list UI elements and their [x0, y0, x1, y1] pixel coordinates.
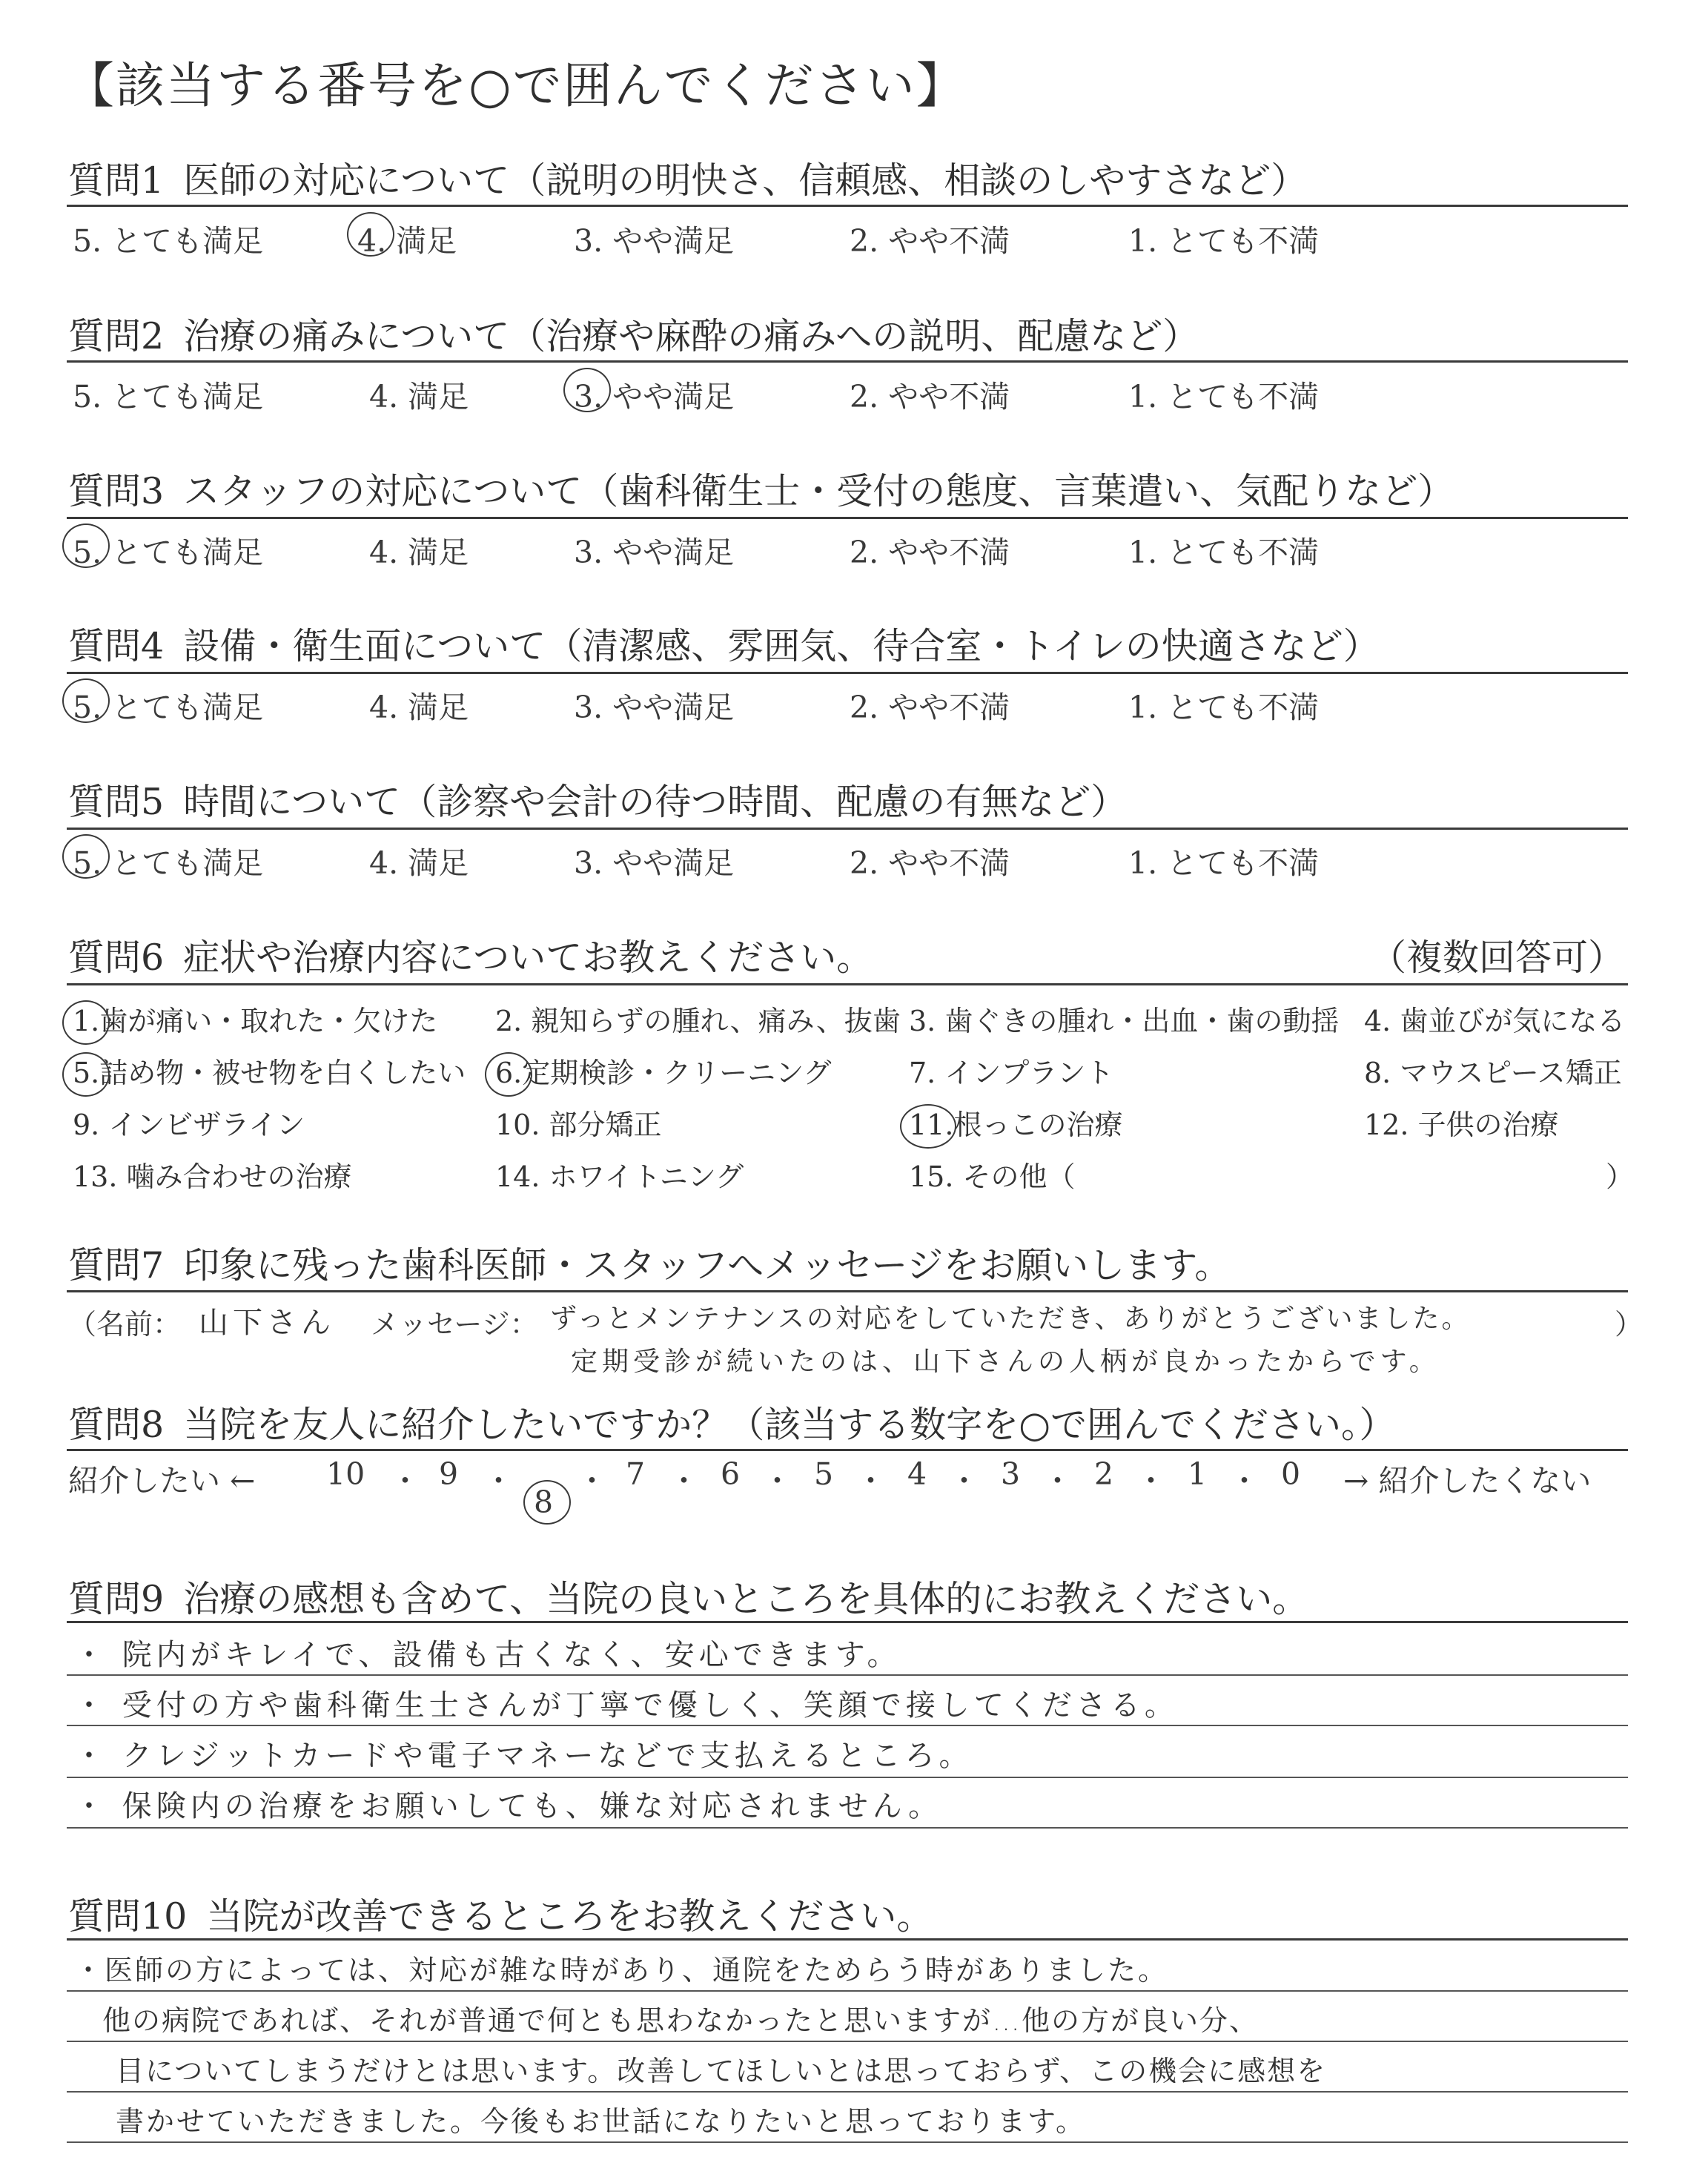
q2-option-5[interactable]: 5. とても満足	[73, 379, 264, 415]
q3-option-1[interactable]: 1. とても不満	[1128, 535, 1320, 570]
q6-item-12[interactable]: 12. 子供の治療	[1364, 1109, 1559, 1141]
q8-dot: ・	[483, 1463, 514, 1499]
question-3-number: 質問3	[68, 470, 165, 512]
q6-item-10[interactable]: 10. 部分矯正	[495, 1109, 662, 1141]
q9-writing-line	[67, 1725, 1628, 1726]
q1-selected-circle: 4. 満足	[357, 217, 457, 260]
q7-message-line-2[interactable]: 定期受診が続いたのは、山下さんの人柄が良かったからです。	[571, 1347, 1440, 1377]
q8-dot: ・	[1229, 1463, 1260, 1499]
q10-answer-line-4[interactable]: 書かせていただきました。今後もお世話になりたいと思っております。	[116, 2105, 1086, 2138]
question-4-title	[68, 618, 1380, 670]
question-4-options	[73, 683, 1629, 727]
q2-selected-circle: 3. やや満足	[574, 372, 734, 416]
question-5-rule	[67, 828, 1628, 830]
q6-item-9[interactable]: 9. インビザライン	[73, 1109, 305, 1141]
question-2-text: 治療の痛みについて（治療や麻酔の痛みへの説明、配慮など）	[183, 315, 1199, 357]
q6-item-7[interactable]: 7. インプラント	[909, 1057, 1114, 1089]
q6-item-13[interactable]: 13. 噛み合わせの治療	[73, 1160, 352, 1193]
q8-dot: ・	[1042, 1463, 1073, 1499]
q8-dot: ・	[949, 1463, 979, 1499]
question-6-text: 症状や治療内容についてお教えください。	[183, 937, 873, 979]
question-10-number: 質問10	[68, 1895, 188, 1938]
q8-value-2[interactable]: 2	[1094, 1456, 1114, 1492]
question-5-number: 質問5	[68, 781, 165, 823]
q6-item-15[interactable]: 15. その他（	[909, 1160, 1076, 1193]
question-6-multiple-note: （複数回答可）	[1370, 937, 1625, 979]
q9-writing-line	[67, 1674, 1628, 1676]
question-9-title	[68, 1571, 1308, 1622]
q5-option-1[interactable]: 1. とても不満	[1128, 845, 1320, 881]
q8-value-6[interactable]: 6	[721, 1456, 741, 1492]
q10-answer-line-3[interactable]: 目についてしまうだけとは思います。改善してほしいとは思っておらず、この機会に感想を	[116, 2055, 1327, 2087]
q2-option-2[interactable]: 2. やや不満	[850, 379, 1010, 415]
question-10-rule	[67, 1938, 1628, 1941]
question-8-rule	[67, 1449, 1628, 1451]
q2-option-1[interactable]: 1. とても不満	[1128, 379, 1320, 415]
question-5-options	[73, 839, 1629, 883]
q8-value-9[interactable]: 9	[439, 1456, 459, 1492]
q10-writing-line	[67, 1990, 1628, 1992]
q3-option-4[interactable]: 4. 満足	[369, 535, 469, 570]
q8-dot: ・	[1136, 1463, 1166, 1499]
q3-selected-circle: 5. とても満足	[73, 528, 263, 572]
q9-answer-line-1[interactable]: ・ 院内がキレイで、設備も古くなく、安心できます。	[74, 1638, 901, 1672]
q6-item-3[interactable]: 3. 歯ぐきの腫れ・出血・歯の動揺	[909, 1005, 1340, 1037]
question-10-text: 当院が改善できるところをお教えください。	[206, 1895, 933, 1938]
q8-dot: ・	[669, 1463, 699, 1499]
question-8-number: 質問8	[68, 1404, 165, 1446]
q6-item-15-close: ）	[1606, 1160, 1635, 1193]
q6-item-11[interactable]: 11.根っこの治療	[909, 1109, 1123, 1141]
question-7-rule	[67, 1290, 1628, 1292]
q2-option-4[interactable]: 4. 満足	[369, 379, 469, 415]
q6-item-1-circle: 1.	[73, 1005, 100, 1037]
question-7-title	[68, 1237, 1231, 1289]
q1-option-3[interactable]: 3. やや満足	[574, 223, 735, 259]
q9-answer-line-2[interactable]: ・ 受付の方や歯科衛生士さんが丁寧で優しく、笑顔で接してくださる。	[74, 1688, 1179, 1723]
q9-writing-line	[67, 1827, 1628, 1829]
q8-value-0[interactable]: 0	[1281, 1456, 1301, 1492]
q4-option-3[interactable]: 3. やや満足	[574, 690, 735, 725]
q5-option-3[interactable]: 3. やや満足	[574, 845, 735, 881]
q1-option-4[interactable]	[357, 217, 457, 260]
q6-item-4[interactable]: 4. 歯並びが気になる	[1364, 1005, 1626, 1037]
q5-option-5[interactable]	[73, 839, 263, 882]
q8-dot: ・	[390, 1463, 420, 1499]
q6-item-6-circle: 6.	[495, 1057, 523, 1089]
question-3-options	[73, 528, 1629, 572]
question-9-rule	[67, 1621, 1628, 1623]
q8-dot: ・	[855, 1463, 886, 1499]
q4-option-4[interactable]: 4. 満足	[369, 690, 469, 725]
question-1-options	[73, 217, 1629, 261]
q10-writing-line	[67, 2041, 1628, 2042]
q6-item-2[interactable]: 2. 親知らずの腫れ、痛み、抜歯	[495, 1005, 901, 1037]
q8-value-10[interactable]: 10	[326, 1456, 365, 1492]
question-4-text: 設備・衛生面について（清潔感、雰囲気、待合室・トイレの快適さなど）	[183, 625, 1380, 667]
q4-option-1[interactable]: 1. とても不満	[1128, 690, 1320, 725]
q8-recommend-scale: 紹介したい ← 10 ・ 9 ・ 8 ・ 7 ・ 6 ・ 5 ・ 4 ・ 3 ・ 2 ・ 1 ・ 0 → 紹介したくない	[68, 1456, 1592, 1520]
q7-close-paren: ）	[1615, 1308, 1644, 1341]
q3-option-2[interactable]: 2. やや不満	[850, 535, 1010, 570]
question-2-title	[68, 308, 1199, 360]
question-1-number: 質問1	[68, 159, 165, 202]
question-7-text: 印象に残った歯科医師・スタッフへメッセージをお願いします。	[183, 1244, 1231, 1287]
q6-item-14[interactable]: 14. ホワイトニング	[495, 1160, 744, 1193]
q9-writing-line	[67, 1777, 1628, 1778]
q4-option-2[interactable]: 2. やや不満	[850, 690, 1010, 725]
q6-item-6[interactable]: 6.定期検診・クリーニング	[495, 1057, 832, 1089]
q4-option-5[interactable]	[73, 683, 263, 727]
question-3-text: スタッフの対応について（歯科衛生士・受付の態度、言葉遣い、気配りなど）	[183, 470, 1454, 512]
q9-answer-line-4[interactable]: ・ 保険内の治療をお願いしても、嫌な対応されません。	[74, 1789, 943, 1823]
question-5-text: 時間について（診察や会計の待つ時間、配慮の有無など）	[183, 781, 1128, 823]
q7-message-line-1[interactable]: ずっとメンテナンスの対応をしていただき、ありがとうございました。	[550, 1304, 1471, 1334]
q8-right-label: → 紹介したくない	[1343, 1463, 1592, 1499]
q6-item-5-circle: 5.	[73, 1057, 100, 1089]
q1-option-1[interactable]: 1. とても不満	[1128, 223, 1320, 259]
question-4-number: 質問4	[68, 625, 165, 667]
question-1-text: 医師の対応について（説明の明快さ、信頼感、相談のしやすさなど）	[183, 159, 1308, 202]
q8-left-label: 紹介したい ←	[68, 1463, 256, 1499]
q7-name-value[interactable]: 山下さん	[199, 1306, 335, 1340]
q4-selected-circle: 5. とても満足	[73, 683, 263, 727]
question-6-number: 質問6	[68, 937, 165, 979]
q8-dot: ・	[762, 1463, 792, 1499]
q8-value-7[interactable]: 7	[626, 1456, 646, 1492]
question-10-title	[68, 1888, 933, 1940]
q10-answer-line-2[interactable]: 他の病院であれば、それが普通で何とも思わなかったと思いますが…他の方が良い分、	[102, 2004, 1260, 2037]
q6-item-1[interactable]: 1.歯が痛い・取れた・欠けた	[73, 1005, 438, 1037]
q7-name-label: （名前：	[68, 1308, 182, 1341]
question-6-rule	[67, 983, 1628, 985]
q1-option-2[interactable]: 2. やや不満	[850, 223, 1010, 259]
q5-option-4[interactable]: 4. 満足	[369, 845, 469, 881]
q5-option-2[interactable]: 2. やや不満	[850, 845, 1010, 881]
q7-message-label: メッセージ：	[371, 1308, 538, 1341]
question-1-rule	[67, 205, 1628, 207]
q8-value-3[interactable]: 3	[1001, 1456, 1021, 1492]
q6-item-5[interactable]: 5.詰め物・被せ物を白くしたい	[73, 1057, 466, 1089]
question-4-rule	[67, 672, 1628, 674]
q6-item-8[interactable]: 8. マウスピース矯正	[1364, 1057, 1622, 1089]
question-5-title	[68, 773, 1127, 825]
q10-writing-line	[67, 2141, 1628, 2143]
q9-answer-line-3[interactable]: ・ クレジットカードや電子マネーなどで支払えるところ。	[74, 1739, 973, 1773]
question-7-number: 質問7	[68, 1244, 165, 1287]
question-2-number: 質問2	[68, 315, 165, 357]
q6-item-11-circle: 11.	[909, 1109, 954, 1141]
question-3-title	[68, 463, 1454, 515]
question-3-rule	[67, 517, 1628, 519]
q8-value-1[interactable]: 1	[1188, 1456, 1208, 1492]
question-8-text: 当院を友人に紹介したいですか？（該当する数字を○で囲んでください。）	[183, 1404, 1396, 1446]
q10-answer-line-1[interactable]: ・医師の方によっては、対応が雑な時があり、通院をためらう時がありました。	[74, 1954, 1169, 1986]
q10-writing-line	[67, 2091, 1628, 2093]
survey-instruction: 【該当する番号を○で囲んでください】	[65, 57, 967, 114]
q8-dot: ・	[577, 1463, 607, 1499]
q8-value-4[interactable]: 4	[907, 1456, 927, 1492]
q8-value-5[interactable]: 5	[814, 1456, 834, 1492]
q1-option-5[interactable]: 5. とても満足	[73, 223, 264, 259]
q3-option-3[interactable]: 3. やや満足	[574, 535, 735, 570]
question-9-number: 質問9	[68, 1578, 165, 1620]
question-6-title	[68, 929, 873, 981]
question-8-title	[68, 1396, 1395, 1448]
q5-selected-circle: 5. とても満足	[73, 839, 263, 882]
question-9-text: 治療の感想も含めて、当院の良いところを具体的にお教えください。	[183, 1578, 1309, 1620]
question-1-title	[68, 152, 1307, 204]
q2-option-3[interactable]	[574, 372, 734, 416]
q3-option-5[interactable]	[73, 528, 263, 572]
question-2-rule	[67, 360, 1628, 363]
question-2-options	[73, 372, 1629, 417]
